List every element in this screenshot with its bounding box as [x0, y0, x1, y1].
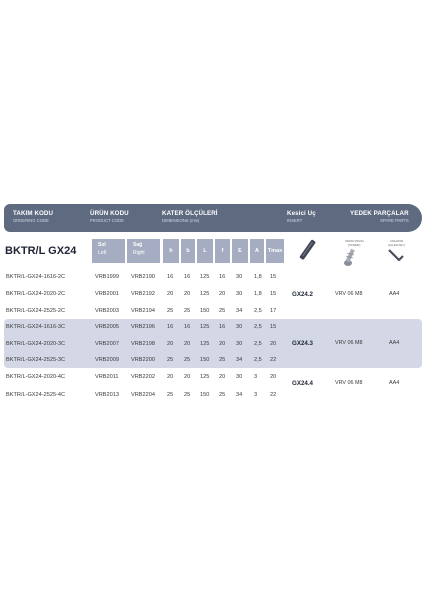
table-cell-tmax: 15: [270, 291, 277, 297]
group-insert: GX24.4: [292, 380, 313, 387]
table-cell-b: 20: [184, 341, 191, 347]
table-cell-left: VRB2001: [95, 291, 119, 297]
header-dimensions: [162, 210, 218, 223]
table-cell-right: VRB2196: [131, 324, 155, 330]
table-cell-L: 150: [200, 392, 210, 398]
table-cell-A: 2,5: [254, 357, 262, 363]
dim-header: E: [232, 239, 248, 263]
group-insert: GX24.2: [292, 291, 313, 298]
table-cell-right: VRB2192: [131, 291, 155, 297]
product-title: BKTR/L GX24: [5, 245, 77, 257]
table-cell-left: VRB1999: [95, 274, 119, 280]
table-cell-tmax: 17: [270, 308, 277, 314]
table-cell-L: 125: [200, 341, 210, 347]
table-cell-f: 25: [219, 308, 226, 314]
dim-header: Tmax: [266, 239, 284, 263]
header-insert: [287, 210, 316, 223]
table-cell-E: 34: [236, 308, 243, 314]
table-cell-b: 20: [184, 291, 191, 297]
group-key: AA4: [389, 291, 400, 297]
table-cell-b: 25: [184, 392, 191, 398]
subheader-right-en: Right: [133, 250, 145, 256]
table-cell-right: VRB2194: [131, 308, 155, 314]
table-cell-h: 16: [167, 274, 174, 280]
header-title: KATER ÖLÇÜLERİ: [162, 210, 218, 217]
header-title: ÜRÜN KODU: [90, 210, 129, 217]
table-cell-h: 20: [167, 374, 174, 380]
table-cell-left: VRB2011: [95, 374, 119, 380]
table-cell-tmax: 22: [270, 392, 277, 398]
table-cell-ordering: BKTR/L-GX24-2525-3C: [6, 357, 66, 363]
table-cell-ordering: BKTR/L-GX24-2525-2C: [6, 308, 66, 314]
insert-image-icon: [296, 238, 320, 262]
table-cell-h: 25: [167, 392, 174, 398]
table-cell-b: 16: [184, 324, 191, 330]
group-key: AA4: [389, 380, 400, 386]
table-cell-E: 30: [236, 291, 243, 297]
table-cell-left: VRB2013: [95, 392, 119, 398]
table-cell-A: 2,5: [254, 308, 262, 314]
table-cell-f: 25: [219, 357, 226, 363]
table-cell-L: 150: [200, 308, 210, 314]
subheader-right: [127, 239, 160, 263]
header-product-code: [90, 210, 129, 223]
table-cell-tmax: 15: [270, 324, 277, 330]
table-cell-A: 2,5: [254, 341, 262, 347]
table-cell-right: VRB2204: [131, 392, 155, 398]
group-key: AA4: [389, 340, 400, 346]
table-cell-ordering: BKTR/L-GX24-1616-3C: [6, 324, 66, 330]
subheader-left-tr: Sol: [98, 242, 106, 248]
table-cell-E: 34: [236, 392, 243, 398]
table-cell-b: 20: [184, 374, 191, 380]
table-cell-ordering: BKTR/L-GX24-2020-2C: [6, 291, 66, 297]
screw-label: SIKMA VIDASI (SCREW): [345, 239, 364, 247]
table-cell-tmax: 22: [270, 357, 277, 363]
table-cell-ordering: BKTR/L-GX24-2525-4C: [6, 392, 66, 398]
table-cell-L: 125: [200, 274, 210, 280]
header-subtitle: INSERT: [287, 218, 303, 223]
subheader-left: [92, 239, 125, 263]
table-cell-L: 125: [200, 374, 210, 380]
table-cell-left: VRB2003: [95, 308, 119, 314]
table-cell-E: 30: [236, 274, 243, 280]
table-cell-right: VRB2202: [131, 374, 155, 380]
table-cell-A: 1,8: [254, 291, 262, 297]
header-title: TAKIM KODU: [13, 210, 54, 217]
table-cell-ordering: BKTR/L-GX24-2020-4C: [6, 374, 66, 380]
table-cell-tmax: 20: [270, 341, 277, 347]
table-cell-b: 25: [184, 308, 191, 314]
table-cell-ordering: BKTR/L-GX24-1616-2C: [6, 274, 66, 280]
table-cell-f: 16: [219, 274, 226, 280]
table-cell-tmax: 20: [270, 374, 277, 380]
dim-header: b: [181, 239, 195, 263]
group-screw: VRV 06 M8: [335, 340, 363, 346]
header-subtitle: ORDERING CODE: [13, 218, 49, 223]
table-cell-L: 150: [200, 357, 210, 363]
table-cell-f: 20: [219, 291, 226, 297]
dim-header: f: [215, 239, 230, 263]
table-cell-h: 25: [167, 308, 174, 314]
table-cell-b: 25: [184, 357, 191, 363]
table-cell-E: 34: [236, 357, 243, 363]
table-cell-A: 3: [254, 374, 258, 380]
table-cell-A: 2,5: [254, 324, 262, 330]
header-subtitle: PRODUCT CODE: [90, 218, 124, 223]
header-title: YEDEK PARÇALAR: [350, 210, 409, 217]
header-spare-parts: [350, 210, 409, 223]
table-cell-b: 16: [184, 274, 191, 280]
header-subtitle: SPARE PARTS: [380, 218, 409, 223]
table-cell-L: 125: [200, 291, 210, 297]
table-cell-left: VRB2009: [95, 357, 119, 363]
table-cell-h: 20: [167, 341, 174, 347]
header-subtitle: DIMENSIONS (mm): [162, 218, 200, 223]
table-cell-f: 16: [219, 324, 226, 330]
dim-header: L: [197, 239, 213, 263]
table-cell-left: VRB2005: [95, 324, 119, 330]
screw-icon: [342, 246, 360, 268]
table-cell-tmax: 15: [270, 274, 277, 280]
table-cell-E: 30: [236, 324, 243, 330]
table-cell-A: 3: [254, 392, 258, 398]
table-cell-f: 20: [219, 374, 226, 380]
table-cell-E: 30: [236, 374, 243, 380]
header-ordering-code: [13, 210, 53, 223]
table-cell-E: 30: [236, 341, 243, 347]
group-screw: VRV 06 M8: [335, 380, 363, 386]
allen-key-icon: [386, 246, 406, 266]
table-cell-f: 25: [219, 392, 226, 398]
header-title: Kesici Uç: [287, 210, 316, 217]
table-cell-f: 20: [219, 341, 226, 347]
table-cell-right: VRB2200: [131, 357, 155, 363]
table-cell-right: VRB2198: [131, 341, 155, 347]
table-cell-h: 16: [167, 324, 174, 330]
subheader-left-en: Left: [98, 250, 107, 256]
table-cell-left: VRB2007: [95, 341, 119, 347]
table-cell-h: 20: [167, 291, 174, 297]
group-screw: VRV 06 M8: [335, 291, 363, 297]
dim-header: A: [250, 239, 264, 263]
table-header-bar: [4, 204, 422, 232]
table-cell-A: 1,8: [254, 274, 262, 280]
key-label: ANAHTAR (ALLEN KEY): [388, 239, 406, 247]
table-cell-L: 125: [200, 324, 210, 330]
dim-header: h: [163, 239, 179, 263]
table-cell-h: 25: [167, 357, 174, 363]
table-cell-ordering: BKTR/L-GX24-2020-3C: [6, 341, 66, 347]
table-cell-right: VRB2190: [131, 274, 155, 280]
subheader-right-tr: Sağ: [133, 242, 143, 248]
group-insert: GX24.3: [292, 340, 313, 347]
